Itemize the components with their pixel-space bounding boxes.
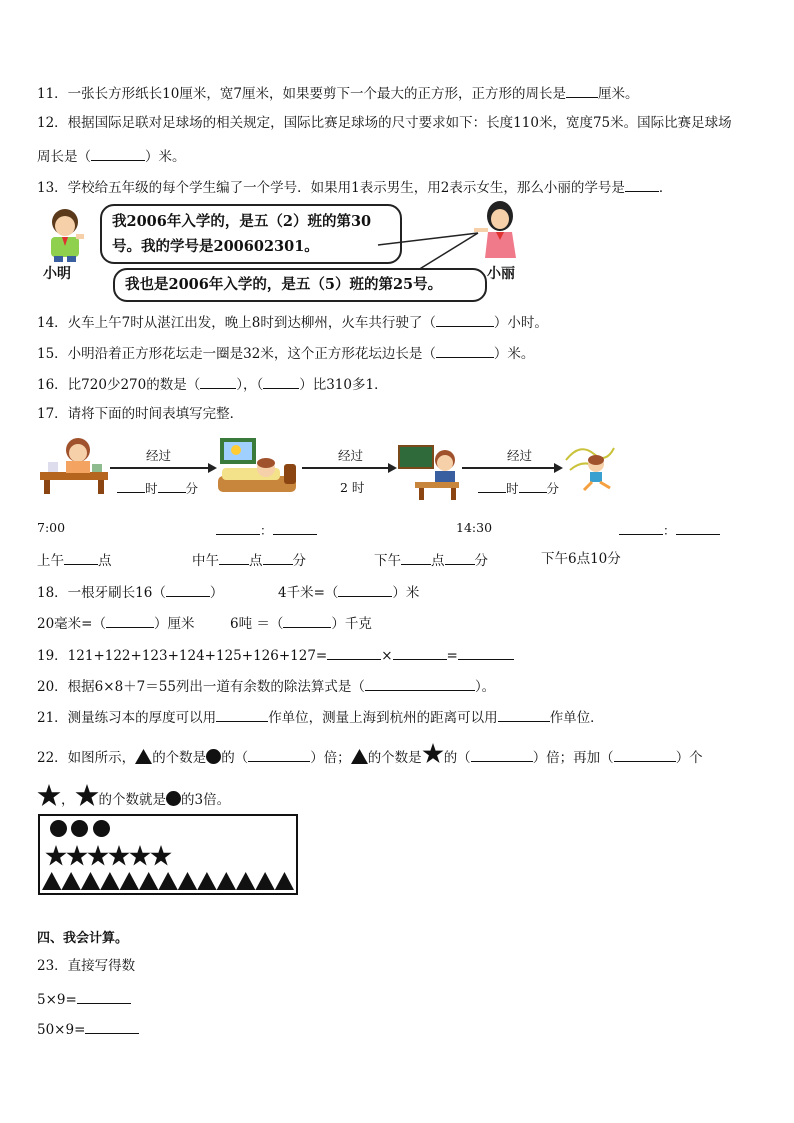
question-18-c: 20毫米=（ ）厘米: [37, 613, 195, 633]
question-12: 12．根据国际足联对足球场的相关规定，国际比赛足球场的尺寸要求如下：长度110米，宽度75米。国际比赛足球场: [37, 115, 732, 131]
question-18-d: 6吨 ＝（ ）千克: [230, 613, 372, 633]
answer-blank[interactable]: [445, 550, 475, 565]
triangle-icon: [351, 749, 368, 764]
triangle-shape: [139, 872, 158, 890]
answer-blank[interactable]: [200, 374, 236, 389]
answer-blank[interactable]: [64, 550, 98, 565]
answer-blank[interactable]: [248, 747, 310, 762]
arrow-1-head: [208, 463, 217, 473]
arrow-2: [302, 467, 390, 469]
answer-blank[interactable]: [166, 582, 210, 597]
pass-label-3: 经过: [507, 448, 533, 463]
arrow-3-head: [554, 463, 563, 473]
star-shape: [129, 845, 150, 866]
time-blank-1: ：: [216, 520, 317, 539]
question-17: 17．请将下面的时间表填写完整．: [37, 406, 244, 422]
arrow-1: [110, 467, 210, 469]
star-icon: [422, 743, 444, 764]
answer-blank[interactable]: [436, 312, 494, 327]
question-15: 15．小明沿着正方形花坛走一圈是32米，这个正方形花坛边长是（ ）米。: [37, 343, 534, 363]
question-18-b: 4千米=（ ）米: [278, 582, 419, 602]
star-icon: [37, 784, 61, 806]
question-16: 16．比720少270的数是（ ），（ ）比310多1．: [37, 374, 388, 394]
answer-blank[interactable]: [338, 582, 392, 597]
question-20: 20．根据6×8＋7＝55列出一道有余数的除法算式是（ ）。: [37, 676, 495, 696]
time-7-00: 7:00: [37, 520, 66, 535]
question-22: 22．如图所示， 的个数是 的（ ）倍； 的个数是 的（ ）倍；再加（ ）个: [37, 743, 703, 767]
hour-blank[interactable]: [478, 478, 506, 493]
question-21: 21．测量练习本的厚度可以用 作单位，测量上海到杭州的距离可以用 作单位．: [37, 707, 604, 727]
section-4-heading: 四、我会计算。: [37, 931, 129, 946]
duration-3: 时 分: [478, 478, 559, 497]
time-blank-2: ：: [619, 520, 720, 539]
pass-label-1: 经过: [146, 448, 172, 463]
question-23: 23．直接写得数: [37, 958, 136, 974]
answer-blank[interactable]: [219, 550, 249, 565]
hour-blank[interactable]: [117, 478, 145, 493]
question-11: 11．一张长方形纸长10厘米，宽7厘米，如果要剪下一个最大的正方形，正方形的周长是 厘米。: [37, 83, 638, 103]
stars-row: [45, 844, 175, 868]
answer-blank[interactable]: [614, 747, 676, 762]
triangle-shape: [236, 872, 255, 890]
triangle-shape: [255, 872, 274, 890]
question-18: 18．一根牙刷长16（ ）: [37, 582, 223, 602]
question-14: 14．火车上午7时从湛江出发，晚上8时到达柳州，火车共行驶了（ ）小时。: [37, 312, 548, 332]
hour-blank[interactable]: [619, 520, 663, 535]
boy-illustration-image: [40, 206, 90, 262]
minute-blank[interactable]: [158, 478, 186, 493]
answer-blank[interactable]: [436, 343, 494, 358]
pass-label-2: 经过: [338, 448, 364, 463]
minute-blank[interactable]: [676, 520, 720, 535]
answer-blank[interactable]: [77, 989, 131, 1004]
period-3: 下午 点 分: [374, 550, 488, 570]
star-shape: [150, 845, 171, 866]
circle-shape: [71, 820, 88, 837]
triangle-icon: [135, 749, 152, 764]
question-19: 19．121+122+123+124+125+126+127= × =: [37, 645, 514, 665]
calc-1: 5×9=: [37, 989, 131, 1009]
triangle-shape: [197, 872, 216, 890]
triangle-shape: [81, 872, 100, 890]
star-shape: [45, 845, 66, 866]
circle-shape: [50, 820, 67, 837]
period-1: 上午 点: [37, 550, 112, 570]
answer-blank[interactable]: [458, 645, 514, 660]
answer-blank[interactable]: [566, 83, 598, 98]
arrow-2-head: [388, 463, 397, 473]
answer-blank[interactable]: [263, 374, 299, 389]
answer-blank[interactable]: [263, 550, 293, 565]
answer-blank[interactable]: [625, 177, 659, 192]
triangle-shape: [42, 872, 61, 890]
question-22-line2: ， 的个数就是 的3倍。: [37, 784, 230, 809]
class-picture: [395, 444, 463, 500]
answer-blank[interactable]: [393, 645, 447, 660]
answer-blank[interactable]: [91, 146, 145, 161]
triangle-shape: [178, 872, 197, 890]
time-14-30: 14:30: [456, 520, 493, 535]
circle-icon: [206, 749, 221, 764]
breakfast-picture: [38, 436, 110, 494]
triangle-shape: [158, 872, 177, 890]
star-icon: [75, 784, 99, 806]
duration-2: 2 时: [340, 480, 365, 495]
period-2: 中午 点 分: [192, 550, 306, 570]
girl-name-label: 小丽: [487, 266, 515, 282]
minute-blank[interactable]: [273, 520, 317, 535]
circle-icon: [166, 791, 181, 806]
duration-1: 时 分: [117, 478, 198, 497]
speech-bubble-boy: 我2006年入学的，是五（2）班的第30号。我的学号是200602301。: [100, 204, 402, 264]
answer-blank[interactable]: [498, 707, 550, 722]
answer-blank[interactable]: [85, 1019, 139, 1034]
triangle-shape: [120, 872, 139, 890]
minute-blank[interactable]: [519, 478, 547, 493]
speech-bubble-girl: 我也是2006年入学的，是五（5）班的第25号。: [113, 268, 487, 302]
triangle-shape: [275, 872, 294, 890]
answer-blank[interactable]: [471, 747, 533, 762]
answer-blank[interactable]: [327, 645, 381, 660]
hour-blank[interactable]: [216, 520, 260, 535]
answer-blank[interactable]: [216, 707, 268, 722]
shapes-figure: [38, 814, 298, 895]
star-shape: [66, 845, 87, 866]
star-shape: [108, 845, 129, 866]
circle-shape: [93, 820, 110, 837]
boy-name-label: 小明: [43, 266, 71, 282]
triangle-shape: [61, 872, 80, 890]
calc-2: 50×9=: [37, 1019, 139, 1039]
triangle-shape: [217, 872, 236, 890]
question-13: 13．学校给五年级的每个学生编了一个学号．如果用1表示男生，用2表示女生，那么小丽的学号是 ．: [37, 177, 672, 197]
exercise-picture: [560, 440, 620, 494]
arrow-3: [462, 467, 556, 469]
nap-picture: [214, 436, 298, 498]
triangle-shape: [100, 872, 119, 890]
triangles-row: [42, 872, 294, 891]
question-12-line2: 周长是（ ）米。: [37, 146, 186, 166]
answer-blank[interactable]: [365, 676, 475, 691]
answer-blank[interactable]: [283, 613, 331, 628]
star-shape: [87, 845, 108, 866]
period-4: 下午6点10分: [541, 551, 621, 567]
answer-blank[interactable]: [401, 550, 431, 565]
answer-blank[interactable]: [106, 613, 154, 628]
